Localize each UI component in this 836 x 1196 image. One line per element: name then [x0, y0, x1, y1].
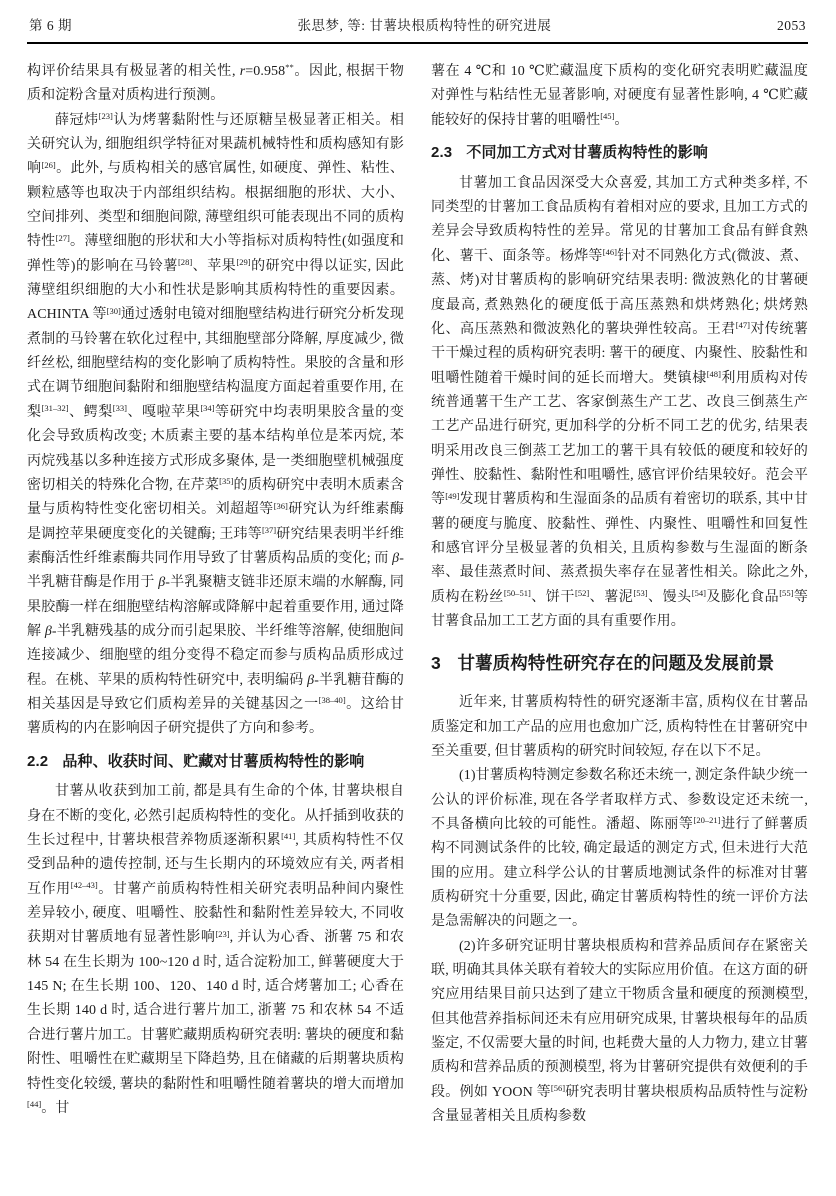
header-rule	[27, 42, 808, 44]
running-title: 张思梦, 等: 甘薯块根质构特性的研究进展	[297, 18, 552, 33]
section-heading	[431, 653, 808, 675]
page-header	[27, 12, 808, 42]
heading-number: 2.2	[27, 752, 49, 770]
paragraph: 甘薯加工食品因深受大众喜爱, 其加工方式种类多样, 不同类型的甘薯加工食品质构有着相对应的要求, 且加工方式的差异会导致质构特性的差异。常见的甘薯加工食品有鲜食熟化、薯干、面条等。杨烨等[46]针对不同熟化方式(微波、煮、蒸、烤)对甘薯质构的影响研究结果表明: 微波熟化的甘薯硬度最高, 煮熟熟化的硬度低于高压蒸熟和烘烤熟化; 烘烤熟化、高压蒸熟和微波熟化的薯块弹性较高。王君[47]对传统薯干干燥过程的质构研究表明: 薯干的硬度、内聚性、胶黏性和咀嚼性随着干燥时间的延长而增大。樊镇棣[48]利用质构对传统普通薯干生产工艺、客家倒蒸生产工艺、改良三倒蒸生产工艺产品进行研究, 更加科学的分析不同工艺的优劣, 结果表明采用改良三倒蒸工艺加工的薯干具有较低的硬度和较好的弹性、胶黏性、黏附性和咀嚼性, 感官评价结果较好。范会平等[49]发现甘薯质构和生湿面条的品质有着密切的联系, 其中甘薯的硬度与脆度、胶黏性、弹性、内聚性、咀嚼性和回复性和感官评分呈极显著的负相关, 且质构参数与生湿面的断条率、最佳蒸煮时间、蒸煮损失率存在显著性相关。除此之外, 质构在粉丝[50–51]、饼干[52]、薯泥[53]、馒头[54]及膨化食品[55]等甘薯食品加工工艺方面的具有重要作用。	[431, 175, 809, 629]
paragraph: (2)许多研究证明甘薯块根质构和营养品质间存在紧密关联, 明确其具体关联有着较大的实际应用价值。在这方面的研究应用结果目前只达到了建立干物质含量和硬度的预测模型, 但其他营养指标间还未有应用研究成果, 甘薯块根每年的品质鉴定, 不仅需要大量的时间, 也耗费大量的人力物力, 建立甘薯质构和营养品质的预测模型, 将为甘薯研究提供有效便利的手段。例如 YOON 等[56]研究表明甘薯块根质构品质特性与淀粉含量显著相关且质构参数	[431, 938, 809, 1125]
issue-label: 第 6 期	[29, 18, 72, 33]
subsection-heading	[431, 144, 808, 163]
subsection-heading	[27, 753, 404, 772]
paragraph: 甘薯从收获到加工前, 都是具有生命的个体, 甘薯块根自身在不断的变化, 必然引起质构特性的变化。从扦插到收获的生长过程中, 甘薯块根营养物质逐渐积累[41], 其质构特性不仅受到品种的遗传控制, 还与生长期内的环境效应有关, 两者相互作用[42–43]。甘薯产前质构特性相关研究表明品种间内聚性差异较小, 硬度、咀嚼性、胶黏性和黏附性差异较大, 不同收获期对甘薯质地有显著性影响[23], 并认为心香、浙薯 75 和农林 54 在生长期为 100~120 d 时, 适合淀粉加工, 鲜薯硬度大于 145 N; 在生长期 100、120、140 d 时, 适合烤薯加工; 心香在生长期 140 d 时, 适合进行薯片加工, 浙薯 75 和农林 54 不适合进行薯片加工。甘薯贮藏期质构研究表明: 薯块的硬度和黏附性、咀嚼性在贮藏期呈下降趋势, 且在储藏的后期薯块质构特性变化较缓, 薯块的黏附性和咀嚼性随着薯块的增大而增加[44]。甘	[27, 784, 404, 1116]
paragraph: 构评价结果具有极显著的相关性, r=0.958**。因此, 根据干物质和淀粉含量对质构进行预测。	[27, 62, 404, 104]
right-column	[431, 60, 808, 1129]
paragraph: 近年来, 甘薯质构特性的研究逐渐丰富, 质构仪在甘薯品质鉴定和加工产品的应用也愈加广泛, 质构特性在甘薯研究中至关重要, 但甘薯质构的研究时间较短, 存在以下不足。	[431, 695, 808, 759]
two-column-body	[27, 60, 808, 1129]
heading-number: 3	[431, 653, 441, 674]
paragraph: 薯在 4 ℃和 10 ℃贮藏温度下质构的变化研究表明贮藏温度对弹性与粘结性无显著影响, 对硬度有显著性影响, 4 ℃贮藏能较好的保持甘薯的咀嚼性[45]。	[431, 64, 808, 128]
paragraph: 薛冠炜[23]认为烤薯黏附性与还原糖呈极显著正相关。相关研究认为, 细胞组织学特征对果蔬机械特性和质构感知有影响[26]。此外, 与质构相关的感官属性, 如硬度、弹性、粘性、颗粒感等也取决于内部组织结构。根据细胞的形状、大小、空间排列、类型和细胞间隙, 薄壁组织可能表现出不同的质构特性[27]。薄壁细胞的形状和大小等指标对质构特性(如强度和弹性等)的影响在马铃薯[28]、苹果[29]的研究中得以证实, 因此薄壁组织细胞的大小和性状是影响其质构特性的重要因素。ACHINTA 等[30]通过透射电镜对细胞壁结构进行研究分析发现煮制的马铃薯在软化过程中, 其细胞壁部分降解, 厚度减少, 微纤丝松, 细胞壁结构的变化影响了质构特性。果胶的含量和形式在调节细胞间黏附和细胞壁结构温度方面起着重要作用, 在梨[31–32]、鳄梨[33]、嘎啦苹果[34]等研究中均表明果胶含量的变化会导致质构改变; 木质素主要的基本结构单位是苯丙烷, 苯丙烷残基以多种连接方式形成多聚体, 是一类细胞壁机械强度密切相关的特殊化合物, 在芹菜[35]的质构研究中表明木质素含量与质构特性变化密切相关。刘超超等[36]研究认为纤维素酶是调控苹果硬度变化的关键酶; 王玮等[37]研究结果表明半纤维素酶活性纤维素酶共同作用导致了甘薯质构品质的变化; 而 β-半乳糖苷酶是作用于 β-半乳聚糖支链非还原末端的水解酶, 同果胶酶一样在细胞壁结构溶解或降解中起着重要作用, 通过降解 β-半乳糖残基的成分而引起果胶、半纤维等溶解, 使细胞间连接减少、细胞壁的组分变得不稳定而参与质构品质形成过程。在桃、苹果的质构特性研究中, 表明编码 β-半乳糖苷酶的相关基因是导致它们质构差异的关键基因之一[38–40]。这给甘薯质构的内在影响因子研究提供了方向和参考。	[27, 111, 405, 737]
heading-text: 甘薯质构特性研究存在的问题及发展前景	[457, 653, 775, 674]
heading-text: 不同加工方式对甘薯质构特性的影响	[466, 144, 709, 162]
heading-number: 2.3	[431, 144, 453, 162]
heading-text: 品种、收获时间、贮藏对甘薯质构特性的影响	[62, 752, 365, 770]
paragraph: (1)甘薯质构特测定参数名称还未统一, 测定条件缺少统一公认的评价标准, 现在各学者取样方式、参数设定还未统一, 不具备横向比较的可能性。潘超、陈丽等[20–21]进行了鲜薯质构不同测试条件的比较, 确定最适的测定方式, 但未进行大范围的应用。建立科学公认的甘薯质地测试条件的标准对甘薯质构研究十分重要, 因此, 确定甘薯质构特性的统一评价方法是急需解决的问题之一。	[431, 768, 808, 930]
left-column	[27, 60, 404, 1129]
page-number: 2053	[777, 18, 806, 33]
